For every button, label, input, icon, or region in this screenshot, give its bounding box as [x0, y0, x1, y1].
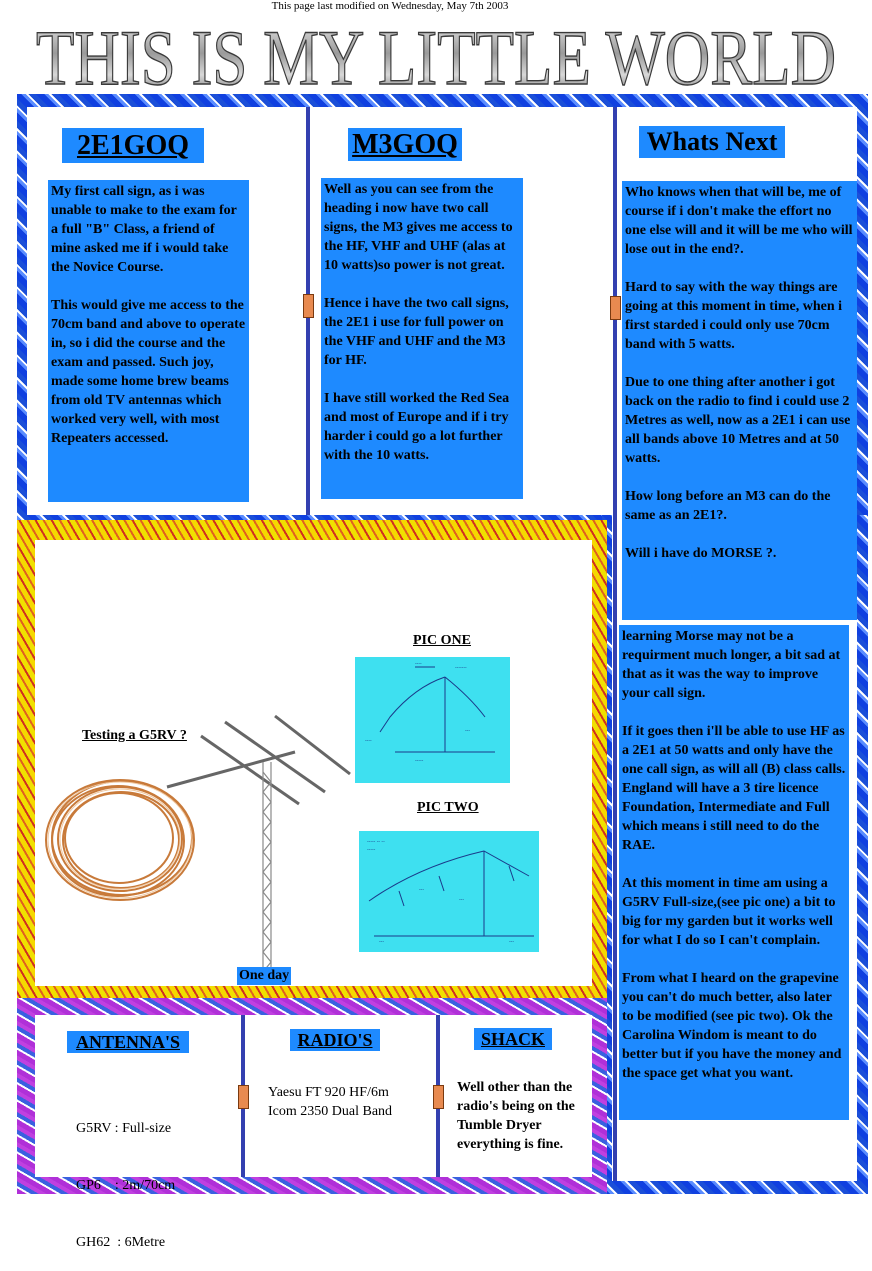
call1-title: 2E1GOQ: [62, 128, 204, 163]
antenna-line-2: GP6 : 2m/70cm: [76, 1178, 176, 1193]
testing-label: Testing a G5RV ?: [82, 728, 187, 743]
shack-title: SHACK: [474, 1028, 552, 1050]
radio-line-2: Icom 2350 Dual Band: [268, 1104, 393, 1119]
shack-text: Well other than the radio's being on the Tumble Dryer everything is fine.: [457, 1080, 575, 1152]
call1-text: [48, 180, 249, 502]
call2-para-2: Hence i have the two call signs, the 2E1 i use for full power on the VHF and UHF and the M3 for HF.: [324, 296, 509, 368]
svg-text:-------: -------: [455, 665, 467, 671]
pic-one-diagram: [355, 657, 510, 783]
pic-one-label: PIC ONE: [413, 633, 471, 648]
antenna-line-1: G5RV : Full-size: [76, 1121, 172, 1136]
radios-list: [268, 1083, 392, 1121]
pic-two-diagram: [359, 831, 539, 952]
next-text: [622, 181, 857, 620]
next-title: Whats Next: [639, 126, 785, 158]
call2-text: [321, 178, 523, 499]
next-para-5: Will i have do MORSE ?.: [625, 546, 777, 561]
one-day-label: One day: [239, 968, 290, 983]
banner-title: THIS IS MY LITTLE WORLD: [36, 14, 836, 94]
svg-text:---: ---: [379, 939, 384, 945]
next-para-2: Hard to say with the way things are going at this moment in time, when i first starded i could only use 70cm band with 5 watts.: [625, 280, 842, 352]
call2-para-1: Well as you can see from the heading i now have two call signs, the M3 gives me access to the HF, VHF and UHF (alas at 10 watts)so power is not great.: [324, 182, 513, 273]
next-para-1: Who knows when that will be, me of course if i don't make the effort no one else will and it will be me who will lose out in the end?.: [625, 185, 853, 257]
antennas-list: [76, 1081, 175, 1271]
svg-text:---: ---: [459, 897, 464, 903]
svg-text:----: ----: [365, 738, 372, 744]
svg-text:----- -- --: ----- -- --: [367, 839, 385, 845]
separator-knob-4: [433, 1085, 444, 1109]
svg-text:---: ---: [465, 728, 470, 734]
pic-two-label: PIC TWO: [417, 800, 479, 815]
beam-antenna-image: [165, 712, 355, 974]
call2-title: M3GOQ: [348, 128, 462, 161]
separator-knob-2: [610, 296, 621, 320]
next-para-4: How long before an M3 can do the same as an 2E1?.: [625, 489, 831, 523]
radio-line-1: Yaesu FT 920 HF/6m: [268, 1085, 389, 1100]
radios-title: RADIO'S: [290, 1029, 380, 1051]
next-cont-para-2: If it goes then i'll be able to use HF as a 2E1 at 50 watts and only have the one call sign, as will all (B) class calls. England will have a 3 tire licence Foundation, Intermediate and Full which means i still need to do the RAE.: [622, 724, 846, 853]
next-para-3: Due to one thing after another i got back on the radio to find i could use 2 Metres as well, now as a 2E1 i can use all bands above 10 Metres and at 50 watts.: [625, 375, 851, 466]
svg-text:-----: -----: [367, 847, 376, 853]
separator-2: [613, 107, 617, 1181]
svg-text:----: ----: [415, 661, 422, 667]
separator-knob-3: [238, 1085, 249, 1109]
svg-text:-----: -----: [415, 758, 424, 764]
page-banner: [30, 14, 842, 94]
next-text-continued: [619, 625, 849, 1120]
svg-text:---: ---: [419, 887, 424, 893]
next-cont-para-1: learning Morse may not be a requirment much longer, a bit sad at that as it was the way to improve your call sign.: [622, 629, 841, 701]
antennas-title: ANTENNA'S: [67, 1031, 189, 1053]
call1-para-2: This would give me access to the 70cm band and above to operate in, so i did the course and the exam and passed. Such joy, made some home brew beams from old TV antennas which worked very well, with most Repeaters accessed.: [51, 298, 246, 446]
separator-knob-1: [303, 294, 314, 318]
call2-para-3: I have still worked the Red Sea and most of Europe and if i try harder i could go a lot further with the 10 watts.: [324, 391, 510, 463]
svg-text:---: ---: [509, 939, 514, 945]
call1-para-1: My first call sign, as i was unable to make to the exam for a full "B" Class, a friend of mine asked me if i would take the Novice Course.: [51, 184, 237, 275]
last-modified-note: This page last modified on Wednesday, May 7th 2003: [271, 0, 509, 12]
next-cont-para-4: From what I heard on the grapevine you can't do much better, also later to be modified (see pic two). Ok the Carolina Windom is meant to do better but if you have the money and the space get what you want.: [622, 971, 842, 1081]
next-cont-para-3: At this moment in time am using a G5RV Full-size,(see pic one) a bit to big for my garden but it works well for what I do so I can't complain.: [622, 876, 836, 948]
antenna-line-3: GH62 : 6Metre: [76, 1235, 166, 1250]
